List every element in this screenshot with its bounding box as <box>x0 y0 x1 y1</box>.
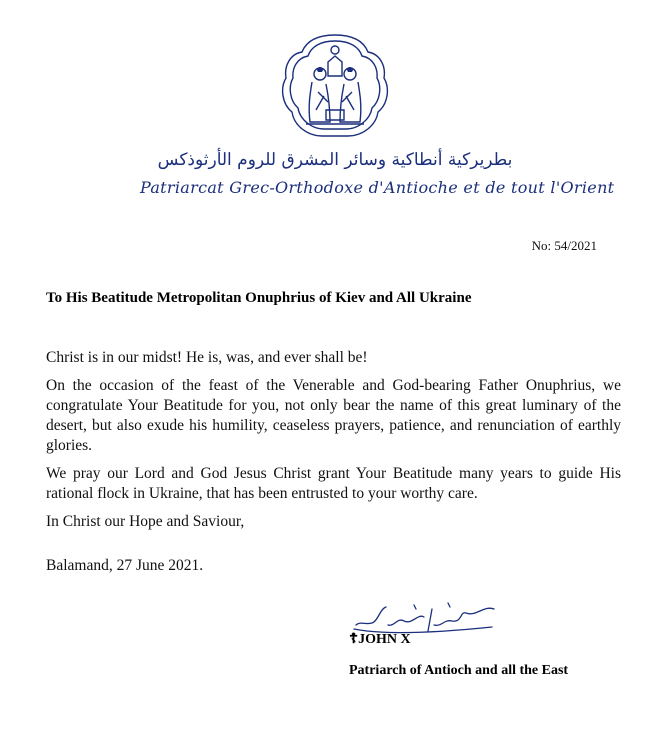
paragraph-feast: On the occasion of the feast of the Venerable and God-bearing Father Onuphrius, we congratulate Your Beatitude for you, not only bear the name of this great luminary of the desert, but also exude his humility, ceaseless prayers, patience, and renunciation of earthly glories. <box>46 377 621 454</box>
recipient-heading: To His Beatitude Metropolitan Onuphrius of Kiev and All Ukraine <box>46 290 472 306</box>
signatory-title: Patriarch of Antioch and all the East <box>349 663 569 678</box>
letter-body <box>46 348 621 540</box>
signatory-name: ☦JOHN X <box>349 632 411 647</box>
reference-number: No: 54/2021 <box>531 238 597 253</box>
place-date: Balamand, 27 June 2021. <box>46 557 204 574</box>
letterhead-arabic-name: بطريركية أنطاكية وسائر المشرق للروم الأرثوذكس <box>157 150 513 170</box>
paragraph-prayer: We pray our Lord and God Jesus Christ grant Your Beatitude many years to guide His rational flock in Ukraine, that has been entrusted to your worthy care. <box>46 465 621 502</box>
closing-line: In Christ our Hope and Saviour, <box>46 513 245 530</box>
greeting: Christ is in our midst! He is, was, and ever shall be! <box>46 349 368 366</box>
letterhead-french-name: Patriarcat Grec-Orthodoxe d'Antioche et de tout l'Orient <box>140 178 615 197</box>
patriarchate-seal-icon <box>276 32 394 142</box>
